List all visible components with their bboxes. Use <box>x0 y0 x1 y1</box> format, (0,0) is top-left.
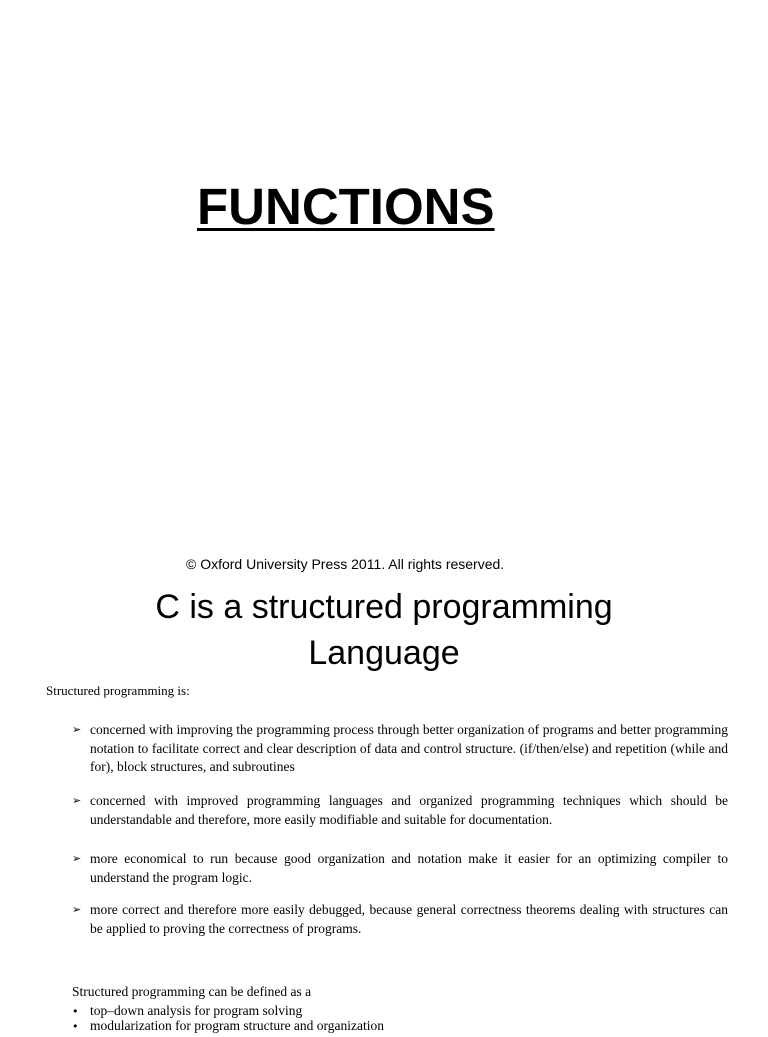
arrowhead-bullet-icon: ➢ <box>72 903 82 916</box>
dot-bullet-icon: • <box>72 1020 79 1033</box>
definition-text: top–down analysis for program solving <box>90 1003 303 1018</box>
slide-heading <box>0 584 768 676</box>
bullet-item <box>72 792 728 829</box>
bullet-item <box>72 901 728 938</box>
arrowhead-bullet-icon: ➢ <box>72 794 82 807</box>
copyright-notice: © Oxford University Press 2011. All rights reserved. <box>186 556 505 572</box>
bullet-item <box>72 850 728 887</box>
definition-intro: Structured programming can be defined as a <box>72 984 312 999</box>
definition-text: modularization for program structure and organization <box>90 1018 385 1033</box>
slide-heading-line-1: C is a structured programming <box>155 588 613 626</box>
bullet-text: more economical to run because good organization and notation make it easier for an optimizing compiler to understand the program logic. <box>90 851 728 885</box>
intro-text: Structured programming is: <box>46 683 190 698</box>
slide-heading-line-2: Language <box>308 634 460 672</box>
dot-bullet-icon: • <box>72 1005 79 1018</box>
bullet-text: more correct and therefore more easily debugged, because general correctness theorems dealing with structures can be applied to proving the correctness of programs. <box>90 902 728 936</box>
bullet-text: concerned with improving the programming process through better organization of programs and better programming notation to facilitate correct and clear description of data and control structure. (if/then/else) and repetition (while and for), block structures, and subroutines <box>90 722 728 774</box>
arrowhead-bullet-icon: ➢ <box>72 723 82 736</box>
bullet-text: concerned with improved programming languages and organized programming techniques which should be understandable and therefore, more easily modifiable and suitable for documentation. <box>90 793 728 827</box>
slide-title: FUNCTIONS <box>197 178 495 235</box>
definition-list-item <box>72 1017 384 1037</box>
bullet-item <box>72 721 728 777</box>
arrowhead-bullet-icon: ➢ <box>72 852 82 865</box>
